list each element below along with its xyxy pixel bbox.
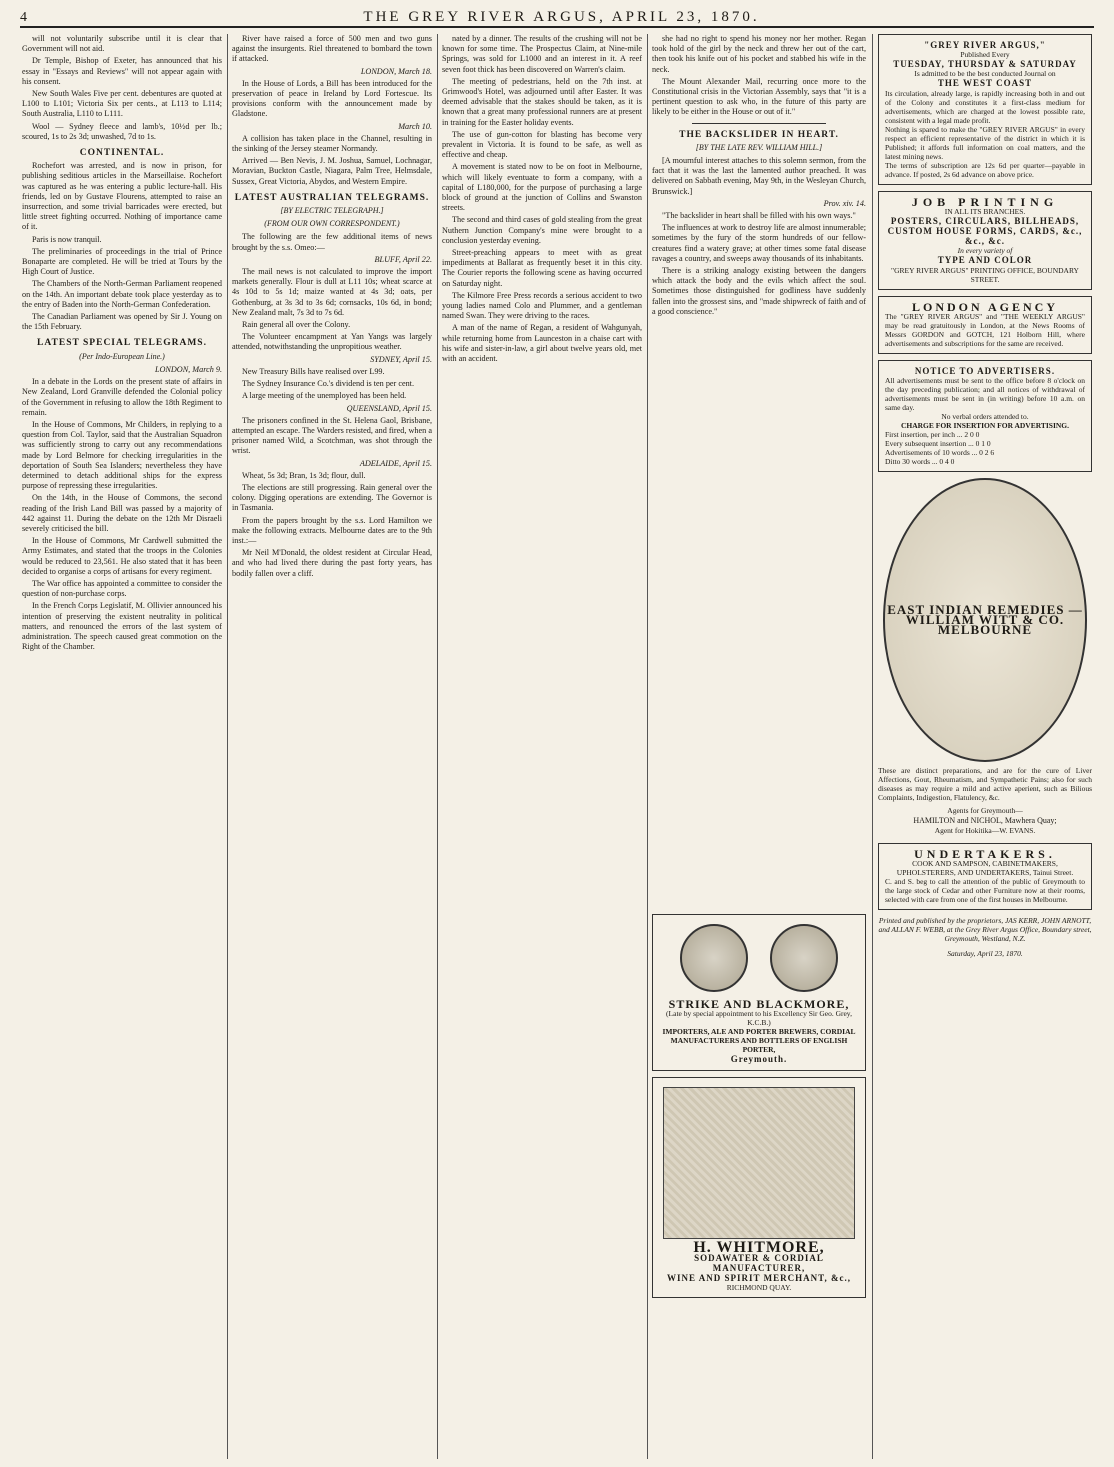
section-heading: CONTINENTAL. — [79, 148, 165, 159]
advert-block — [652, 914, 866, 1459]
notice-advertisers: NOTICE TO ADVERTISERS. All advertisements must be sent to the office before 8 o'clock on the day preceding publication; and all notices of withdrawal of advertisements must be sent in (in writing) before 10 a.m. on same day. No verbal orders attended to. CHARGE FOR INSERTION FOR ADVERTISING. First insertion, per inch ... 2 0 0 Every subsequent insertion ... 0 1 0 Advertisements of 10 words ... 0 2 6 Ditto 30 words ... 0 4 0 — [878, 360, 1092, 472]
dateline: QUEENSLAND, April 15. — [346, 403, 432, 413]
column-1 — [22, 34, 222, 1459]
article-paragraph: Dr Temple, Bishop of Exeter, has announced that his essay in "Essays and Reviews" will not appear again with his consent. — [22, 56, 222, 86]
article-paragraph: From the papers brought by the s.s. Lord Hamilton we make the following extracts. Melbourne dates are to the 9th inst.:— — [232, 515, 432, 545]
advert-trade: WINE AND SPIRIT MERCHANT, &c., — [667, 1273, 851, 1284]
dateline: SYDNEY, April 15. — [370, 354, 432, 364]
article-paragraph: In the French Corps Legislatif, M. Ollivier announced his intention of preserving the existent neutrality in political matters, and renounced the errors of the last system of administration. The speech caused great commotion on the Right of the Chamber. — [22, 601, 222, 652]
article-paragraph: The Chambers of the North-German Parliament reopened on the 14th. An important debate took place yesterday as to the entry of Baden into the North-German Confederation. — [22, 279, 222, 309]
paper-title: THE GREY RIVER ARGUS, APRIL 23, 1870. — [363, 9, 760, 25]
article-paragraph: The use of gun-cotton for blasting has become very prevalent in Victoria. It is found to be safe, as well as effective and cheap. — [442, 129, 642, 160]
article-paragraph: The Canadian Parliament was opened by Sir J. Young on the 15th February. — [22, 312, 222, 332]
east-indian-remedies-illustration: EAST INDIAN REMEDIES — WILLIAM WITT & CO. MELBOURNE — [883, 478, 1087, 762]
advert-subtitle: (Late by special appointment to his Excellency Sir Geo. Grey, K.C.B.) — [666, 1009, 852, 1028]
article-paragraph: New Treasury Bills have realised over L99. — [242, 366, 385, 376]
advertiser-name: STRIKE AND BLACKMORE, — [668, 997, 850, 1012]
article-paragraph: she had no right to spend his money nor her mother. Regan took hold of the girl by the neck and threw her out of the cart, then took his knife out of his pocket and stabbed his wife in the neck. — [652, 34, 866, 74]
article-paragraph: will not voluntarily subscribe until it is clear that Government will not aid. — [22, 34, 222, 54]
dateline: BLUFF, April 22. — [374, 254, 432, 264]
article-paragraph: The prisoners confined in the St. Helena Gaol, Brisbane, attempted an escape. The Warders resisted, and fired, when a prisoner named Wild, a Scotchman, was shot through the wrist. — [232, 415, 432, 456]
article-paragraph: In the House of Commons, Mr Cardwell submitted the Army Estimates, and stated that the troops in the Colonies would be reduced to 23,561. He also stated that it has been decided to organise a corps of artisans for every regiment. — [22, 536, 222, 576]
article-paragraph: A large meeting of the unemployed has been held. — [242, 391, 407, 401]
london-agency-advert: LONDON AGENCY The "GREY RIVER ARGUS" and "THE WEEKLY ARGUS" may be read gratuitously in London, at the News Rooms of Messrs GORDON and GOTCH, 121 Holborn Hill, where advertisements and subscriptions for the same are received. — [878, 296, 1092, 354]
article-paragraph: The Sydney Insurance Co.'s dividend is ten per cent. — [242, 379, 415, 389]
article-paragraph: Rain general all over the Colony. — [242, 320, 351, 330]
article-paragraph: A man of the name of Regan, a resident of Wahgunyah, while returning home from Launceston in a chaise cart with his wife and sister-in-law, a girl about twelve years old, met with an accident. — [442, 323, 642, 364]
advertiser-name: H. WHITMORE, — [693, 1238, 825, 1256]
article-paragraph: Paris is now tranquil. — [32, 234, 102, 244]
advert-column: "GREY RIVER ARGUS," Published Every TUESDAY, THURSDAY & SATURDAY Is admitted to be the best conducted Journal on THE WEST COAST Its circulation, already large, is rapidly increasing both in and out of the Colony and constitutes it a first-class medium for advertisements, which are charged at the lowest possible rate, consistent with a legal made profit. Nothing is spared to make the "GREY RIVER ARGUS" in every respect an efficient representative of the district in which it is Published; it affords full information on coal matters, and the latest mining news. The terms of subscription are 12s 6d per quarter—payable in advance. If posted, 2s 6d advance on above price. JOB PRINTING IN ALL ITS BRANCHES. POSTERS, CIRCULARS, BILLHEADS, CUSTOM HOUSE FORMS, CARDS, &c., &c., &c. In every variety of TYPE AND COLOR "GREY RIVER ARGUS" PRINTING OFFICE, BOUNDARY STREET. LONDON AGENCY The "GREY RIVER ARGUS" and "THE WEEKLY ARGUS" may be read gratuitously in London, at the News Rooms of Messrs GORDON and GOTCH, 121 Holborn Hill, where advertisements and subscriptions for the same are received. NOTICE TO ADVERTISERS. All advertisements must be sent to the office before 8 o'clock on the day preceding publication; and all notices of withdrawal of advertisements must be sent in (in writing) before 10 a.m. on same day. No verbal orders attended to. CHARGE FOR INSERTION FOR ADVERTISING. First insertion, per inch ... 2 0 0 Every subsequent insertion ... 0 1 0 Advertisements of 10 words ... 0 2 6 Ditto 30 words ... 0 4 0 EAST INDIAN REMEDIES — WILLIAM WITT & CO. MELBOURNE These are distinct preparations, and are for the cure of Liver Affections, Gout, Rheumatism, and Sympathetic Pains; also for such diseases as may require a mild and active aperient, such as Bilious Complaints, Indigestion, Flatulency, &c. Agents for Greymouth— HAMILTON and NICHOL, Mawhera Quay; Agent for Hokitika—W. EVANS. UNDERTAKERS. COOK AND SAMPSON, CABINETMAKERS, UPHOLSTERERS, AND UNDERTAKERS, Tainui Street. C. and S. beg to call the attention of the public of Greymouth to the large stock of Cedar and other Furniture now at their rooms, selected with care from one of the first houses in Melbourne. Printed and published by the proprietors, JAS KERR, JOHN ARNOTT, and ALLAN F. WEBB, at the Grey River Argus Office, Boundary street, Greymouth, Westland, N.Z. Saturday, April 23, 1870. — [878, 34, 1092, 1459]
section-subheading: (FROM OUR OWN CORRESPONDENT.) — [264, 219, 400, 229]
strike-blackmore-advert — [652, 914, 866, 1071]
article-paragraph: The preliminaries of proceedings in the trial of Prince Bonaparte are completed. He will be tried at Tours by the High Court of Justice. — [22, 246, 222, 277]
section-subheading: [BY THE LATE REV. WILLIAM HILL.] — [695, 142, 823, 152]
article-paragraph: The Mount Alexander Mail, recurring once more to the Constitutional crisis in the Victorian Assembly, says that "it is a pertinent question to ask who, in the future of this party are likely to be either in the House or out of it." — [652, 76, 866, 117]
column-3 — [442, 34, 642, 1459]
article-paragraph: A movement is stated now to be on foot in Melbourne, which will likely eventuate to form a company, with a capital of L180,000, for the purpose of purchasing a large block of ground at the junction of Collins and Swanston streets. — [442, 162, 642, 213]
article-paragraph: The Volunteer encampment at Yan Yangs was largely attended, notwithstanding the unpropitious weather. — [232, 332, 432, 352]
advert-heading: "GREY RIVER ARGUS," — [924, 40, 1046, 50]
advert-trade: SODAWATER & CORDIAL MANUFACTURER, — [694, 1252, 824, 1274]
article-paragraph: Wool — Sydney fleece and lamb's, 10½d per lb.; scoured, 1s to 2s 3d; unwashed, 7d to 1s. — [22, 121, 222, 141]
column-4 — [652, 34, 866, 907]
article-paragraph: In the House of Commons, Mr Childers, in replying to a question from Col. Taylor, said that the Australian Squadron was sufficiently strong to carry out any recommendations made by Lord Belmore for checking irregularities in the deportation of South Sea Islanders; nevertheless they have determined to detach additional ships for the express purpose of repressing these irregularities. — [22, 419, 222, 491]
advert-trade: IMPORTERS, ALE AND PORTER BREWERS, CORDIAL MANUFACTURERS AND BOTTLERS OF ENGLISH PORTER, — [662, 1027, 856, 1055]
advert-place: RICHMOND QUAY. — [726, 1283, 792, 1293]
undertakers-advert: UNDERTAKERS. COOK AND SAMPSON, CABINETMAKERS, UPHOLSTERERS, AND UNDERTAKERS, Tainui Street. C. and S. beg to call the attention of the public of Greymouth to the large stock of Cedar and other Furniture now at their rooms, selected with care from one of the first houses in Melbourne. — [878, 843, 1092, 910]
verse-reference: Prov. xiv. 14. — [823, 198, 866, 208]
article-paragraph: [A mournful interest attaches to this solemn sermon, from the fact that it was the last the lamented author preached. It was delivered on Sabbath evening, May 9th, in the Wesleyan Church, Brunswick.] — [652, 156, 866, 196]
section-heading: LATEST SPECIAL TELEGRAMS. — [37, 338, 207, 349]
imprint-date: Saturday, April 23, 1870. — [947, 948, 1023, 958]
remedies-text: These are distinct preparations, and are for the cure of Liver Affections, Gout, Rheumatism, and Sympathetic Pains; also for such diseases as may require a mild and active aperient, such as Bilious Complaints, Indigestion, Flatulency, &c. — [878, 766, 1092, 803]
medal-icon — [680, 924, 748, 992]
section-heading: LATEST AUSTRALIAN TELEGRAMS. — [234, 192, 430, 203]
article-paragraph: The influences at work to destroy life are almost innumerable; sometimes by the fury of the storm hundreds of our fellow-creatures find a watery grave; at other times some fatal disease ravages a country, and sweeps away thousands of its inhabitants. — [652, 223, 866, 263]
dateline: ADELAIDE, April 15. — [359, 458, 432, 468]
article-paragraph: "The backslider in heart shall be filled with his own ways." — [662, 211, 856, 221]
job-printing-advert: JOB PRINTING IN ALL ITS BRANCHES. POSTERS, CIRCULARS, BILLHEADS, CUSTOM HOUSE FORMS, CARDS, &c., &c., &c. In every variety of TYPE AND COLOR "GREY RIVER ARGUS" PRINTING OFFICE, BOUNDARY STREET. — [878, 191, 1092, 290]
article-paragraph: The Kilmore Free Press records a serious accident to two young ladies named Colo and Plummer, and a gentleman named Swan. They were driving to the races. — [442, 290, 642, 321]
masthead — [20, 6, 1094, 28]
article-paragraph: A collision has taken place in the Channel, resulting in the sinking of the Jersey steamer Normandy. — [232, 133, 432, 154]
article-paragraph: The second and third cases of gold stealing from the great Nuthern Junction Company's mine were brought to a conclusion yesterday evening. — [442, 215, 642, 245]
imprint: Printed and published by the proprietors, JAS KERR, JOHN ARNOTT, and ALLAN F. WEBB, at the Grey River Argus Office, Boundary street, Greymouth, Westland, N.Z. — [878, 915, 1092, 943]
article-paragraph: New South Wales Five per cent. debentures are quoted at L100 to L101; Victoria Six per cents., at L113 to L114; South Australia, L110 to L111. — [22, 89, 222, 119]
section-subheading: [BY ELECTRIC TELEGRAPH.] — [280, 206, 384, 216]
page-number: 4 — [20, 10, 29, 25]
argus-advert: "GREY RIVER ARGUS," Published Every TUESDAY, THURSDAY & SATURDAY Is admitted to be the best conducted Journal on THE WEST COAST Its circulation, already large, is rapidly increasing both in and out of the Colony and constitutes it a first-class medium for advertisements, which are charged at the lowest possible rate, consistent with a legal made profit. Nothing is spared to make the "GREY RIVER ARGUS" in every respect an efficient representative of the district in which it is Published; it affords full information on coal matters, and the latest mining news. The terms of subscription are 12s 6d per quarter—payable in advance. If posted, 2s 6d advance on above price. — [878, 34, 1092, 185]
article-paragraph: In the House of Lords, a Bill has been introduced for the preservation of peace in Ireland by Lord Fortescue. Its provisions conform with the announcement made by Gladstone. — [232, 78, 432, 119]
article-paragraph: The elections are still progressing. Rain general over the colony. Digging operations are extending. The Governor is in Tasmania. — [232, 482, 432, 513]
column-2 — [232, 34, 432, 1459]
dateline: LONDON, March 18. — [360, 66, 432, 76]
article-paragraph: Arrived — Ben Nevis, J. M. Joshua, Samuel, Lochnagar, Moravian, Buckton Castle, Niagara, Palm Tree, Helmsdale, Sussex, Great Victoria, Abydos, and Western Empire. — [232, 156, 432, 186]
article-paragraph: In a debate in the Lords on the present state of affairs in New Zealand, Lord Granville defended the Colonial policy of the Government in refusing to allow the 18th Regiment to remain. — [22, 377, 222, 417]
medal-icon — [770, 924, 838, 992]
article-paragraph: The following are the few additional items of news brought by the s.s. Omeo:— — [232, 232, 432, 252]
article-paragraph: Wheat, 5s 3d; Bran, 1s 3d; flour, dull. — [242, 470, 366, 480]
section-subheading: (Per Indo-European Line.) — [79, 351, 165, 361]
whitmore-advert — [652, 1077, 866, 1299]
article-paragraph: The War office has appointed a committee to consider the question of non-purchase corps. — [22, 578, 222, 599]
dateline: LONDON, March 9. — [154, 364, 222, 374]
article-paragraph: River have raised a force of 500 men and two guns against the insurgents. Riel threatened to bombard the town if attacked. — [232, 34, 432, 64]
article-paragraph: The mail news is not calculated to improve the import markets generally. Flour is dull at L11 10s; wheat scarce at 4s 10d to 5s 1d; maize wanted at 4s 3d; oats, per Gothenburg, at 3s 3d to 3s 6d; cornsacks, 10s 6d, in bond; New Zealand malt, 7s 3d to 7s 6d. — [232, 267, 432, 317]
article-paragraph: Street-preaching appears to meet with as great impediments at Ballarat as frequently beset it in this city. The Courier reports the following scene as having occurred on Saturday night. — [442, 248, 642, 288]
article-paragraph: There is a striking analogy existing between the dangers which attack the body and the evils which affect the soul. Sometimes those distinguished for godliness have suddenly fallen into the grossest sins, and "made shipwreck of faith and of a good conscience." — [652, 266, 866, 316]
dateline: March 10. — [398, 121, 432, 131]
advert-town: Greymouth. — [730, 1054, 788, 1065]
article-paragraph: Mr Neil M'Donald, the oldest resident at Circular Head, and who had lived there during the past forty years, has bodily fallen over a cliff. — [232, 548, 432, 578]
article-paragraph: Rochefort was arrested, and is now in prison, for publishing seditious articles in the Marseillaise. Rochefort was captured as he was entering a public lecture-hall. His friends, led on by Gustave Flourens, attempted to raise an insurrection, and some trivial barricades were erected, but little street fighting occurred. Nothing of importance came of it. — [22, 161, 222, 232]
section-heading: THE BACKSLIDER IN HEART. — [679, 129, 839, 140]
article-paragraph: On the 14th, in the House of Commons, the second reading of the Irish Land Bill was passed by a majority of 442 against 11. During the debate on the 12th Mr Disraeli severely criticised the bill. — [22, 493, 222, 533]
article-paragraph: The meeting of pedestrians, held on the 7th inst. at Grimwood's Hotel, was adjourned until after Easter. It was deemed advisable that the stakes should be taken, as it is known that a great many professional runners are at present in training for the Easter holiday events. — [442, 76, 642, 127]
sodawater-machine-illustration — [663, 1087, 855, 1239]
article-paragraph: nated by a dinner. The results of the crushing will not be known for some time. The Prospectus Claim, at Nine-mile Springs, was sold for L1000 and an interest in it. A reef seven foot thick has been discovered on Warren's claim. — [442, 34, 642, 74]
